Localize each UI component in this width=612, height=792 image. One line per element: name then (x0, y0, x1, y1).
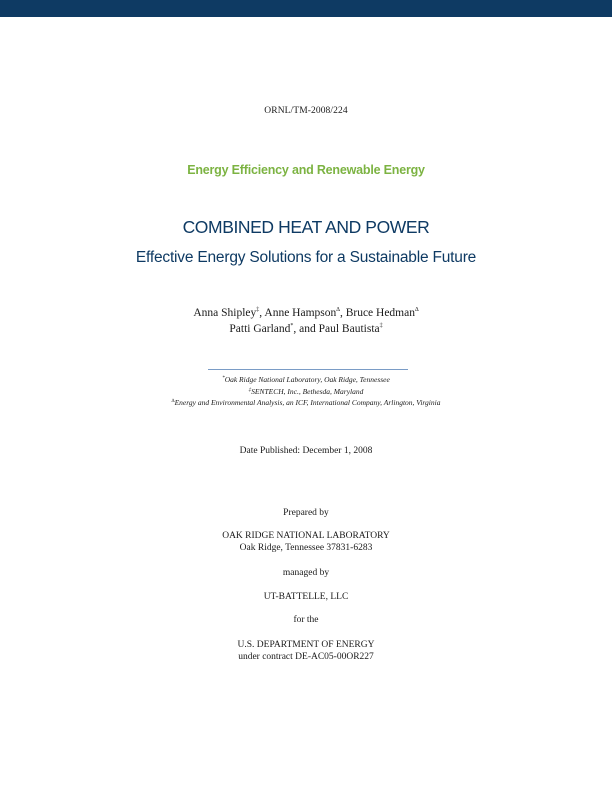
author-affiliation-mark: ∆ (336, 307, 340, 313)
author-affiliation-mark: ∆ (414, 307, 419, 313)
author-affiliation-mark: ‡ (256, 307, 260, 313)
publication-date: Date Published: December 1, 2008 (239, 446, 373, 456)
affiliation-divider (208, 369, 408, 370)
affiliation-item (0, 397, 612, 409)
author-name: Anna Shipley (193, 307, 257, 319)
report-number: ORNL/TM-2008/224 (264, 106, 348, 116)
author-separator: , (339, 307, 346, 319)
affiliation-list (0, 374, 612, 409)
laboratory-name: OAK RIDGE NATIONAL LABORATORY (222, 531, 390, 541)
laboratory-block (0, 531, 612, 554)
author-separator: , and (293, 323, 319, 335)
prepared-by-label: Prepared by (283, 508, 329, 518)
manager-name: UT-BATTELLE, LLC (263, 592, 349, 602)
series-title: Energy Efficiency and Renewable Energy (187, 163, 425, 177)
affiliation-text: Oak Ridge National Laboratory, Oak Ridge, Tennessee (224, 375, 390, 384)
header-bar (0, 0, 612, 17)
document-title: COMBINED HEAT AND POWER (182, 217, 430, 237)
for-the-label: for the (293, 615, 319, 625)
sponsor-block (0, 640, 612, 663)
author-separator: , (259, 307, 265, 319)
author-line-1 (0, 305, 612, 321)
affiliation-mark: ∆ (171, 399, 175, 404)
contract-number: under contract DE-AC05-00OR227 (238, 651, 374, 662)
author-list (0, 305, 612, 337)
affiliation-mark: * (222, 376, 225, 381)
affiliation-text: Energy and Environmental Analysis, an ICF, International Company, Arlington, Virginia (174, 398, 441, 407)
affiliation-mark: ‡ (248, 387, 252, 393)
laboratory-address: Oak Ridge, Tennessee 37831-6283 (239, 542, 373, 553)
author-name: Bruce Hedman (345, 307, 415, 319)
author-name: Paul Bautista (318, 323, 380, 335)
document-subtitle: Effective Energy Solutions for a Sustainable Future (135, 249, 477, 266)
author-line-2 (0, 321, 612, 337)
author-affiliation-mark: ‡ (379, 323, 383, 329)
affiliation-item (0, 374, 612, 386)
affiliation-text: SENTECH, Inc., Bethesda, Maryland (251, 386, 364, 396)
department-name: U.S. DEPARTMENT OF ENERGY (237, 640, 375, 650)
author-name: Anne Hampson (264, 307, 337, 319)
author-affiliation-mark: * (290, 323, 294, 329)
author-name: Patti Garland (229, 323, 291, 335)
affiliation-item (0, 386, 612, 398)
managed-by-label: managed by (282, 568, 330, 578)
